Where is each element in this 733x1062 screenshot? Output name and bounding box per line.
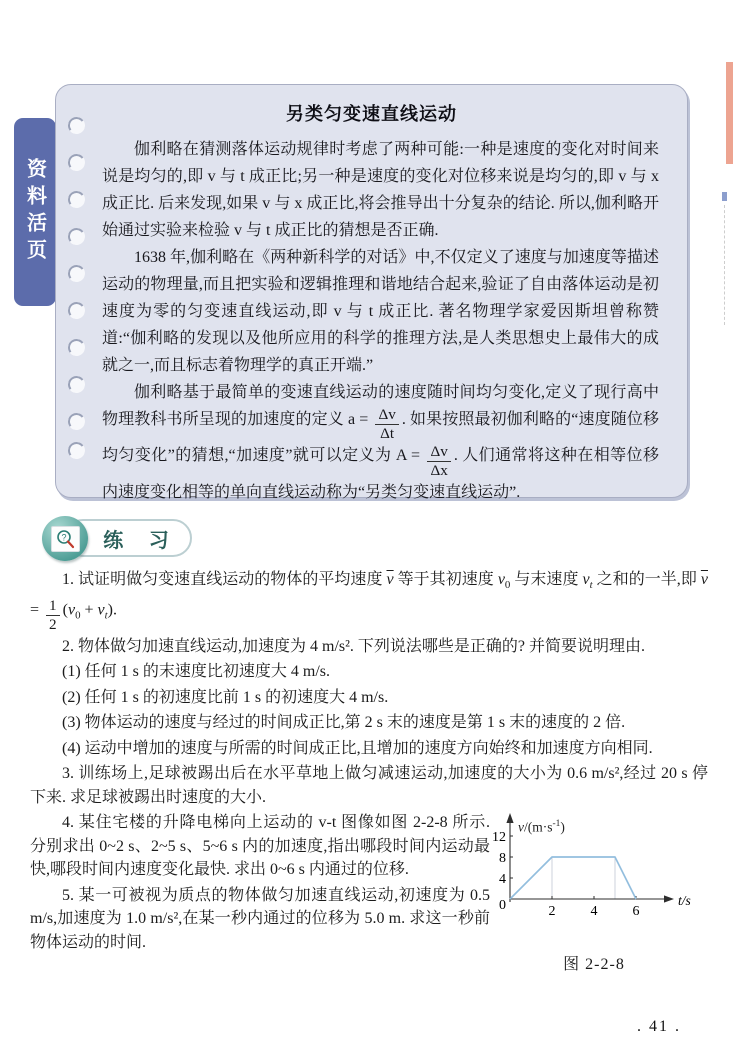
fraction-one-half: $\frac{1}{2}$ xyxy=(46,598,60,633)
scan-watermark xyxy=(724,205,725,325)
svg-text:4: 4 xyxy=(499,872,506,888)
edge-color-bar xyxy=(726,62,733,164)
svg-text:t/s: t/s xyxy=(678,893,691,909)
page-number: . 41 . xyxy=(637,1018,681,1035)
exercise-4: 4. 某住宅楼的升降电梯向上运动的 v-t 图像如图 2-2-8 所示. 分别求出 0~2 s、2~5 s、5~6 s 内的加速度,指出哪段时间内运动最快,哪段时间内速度变化最快. 求出 0~6 s 内通过的位移. xyxy=(30,814,490,879)
svg-text:0: 0 xyxy=(499,898,506,914)
side-tab-label: 资料活页 xyxy=(23,158,46,266)
panel-title: 另类匀变速直线运动 xyxy=(286,104,457,124)
figure-2-2-8 xyxy=(494,811,708,976)
svg-text:6: 6 xyxy=(632,904,640,920)
looseleaf-panel xyxy=(55,84,688,501)
edge-blue-mark xyxy=(722,192,727,201)
svg-text:12: 12 xyxy=(492,830,506,846)
magnifier-icon xyxy=(51,526,80,552)
figure-caption: 图 2-2-8 xyxy=(563,955,625,973)
panel-paragraph-3: 伽利略基于最简单的变速直线运动的速度随时间均匀变化,定义了现行高中物理教科书所呈现的加速度的定义 a = $\frac{\Delta v}{\Delta t}$ . 如果按照最初伽利略的“速度随位移均匀变化”的猜想,“加速度”就可以定义为 A = $\frac{\Delta v}{\Delta x}$ . 人们通常将这种在相等位移内速度变化相等的单向直线运动称为“另类匀变速直线运动”. xyxy=(102,384,659,501)
panel-paragraph-2: 1638 年,伽利略在《两种新科学的对话》中,不仅定义了速度与加速度等描述运动的物理量,而且把实验和逻辑推理和谐地结合起来,验证了自由落体运动是初速度为零的匀变速直线运动,即 v 与 t 成正比. 著名物理学家爱因斯坦曾称赞道:“伽利略的发现以及他所应用的科学的推理方法,是人类思想史上最伟大的成就之一,而且标志着物理学的真正开端.” xyxy=(102,249,659,374)
exercise-1: 1. 试证明做匀变速直线运动的物体的平均速度 $\overline{v}$ 等于其初速度 $v_0$ 与末速度 $v_t$ 之和的一半,即 $\overline{v}$ = $\frac{1}{2}$ $(v_0 + v_t)$. xyxy=(30,571,708,633)
svg-text:4: 4 xyxy=(590,904,598,920)
fraction-dv-dx: $\frac{\Delta v}{\Delta x}$ xyxy=(427,444,450,479)
exercise-2-item-4: (4) 运动中增加的速度与所需的时间成正比,且增加的速度方向始终和加速度方向相同. xyxy=(62,739,653,757)
svg-text:?: ? xyxy=(61,532,67,542)
fraction-dv-dt: $\frac{\Delta v}{\Delta t}$ xyxy=(375,407,398,442)
panel-paragraph-1: 伽利略在猜测落体运动规律时考虑了两种可能:一种是速度的变化对时间来说是均匀的,即 v 与 t 成正比;另一种是速度的变化对位移来说是均匀的,即 v 与 x 成正比. 后来发现,如果 v 与 x 成正比,将会推导出十分复杂的结论. 所以,伽利略开始通过实验来检验 v 与 t 成正比的猜想是否正确. xyxy=(102,141,659,239)
exercises-section xyxy=(30,568,708,976)
exercise-2-intro: 2. 物体做匀加速直线运动,加速度为 4 m/s². 下列说法哪些是正确的? 并简要说明理由. xyxy=(62,637,646,655)
exercise-3: 3. 训练场上,足球被踢出后在水平草地上做匀减速运动,加速度的大小为 0.6 m/s²,经过 20 s 停下来. 求足球被踢出时速度的大小. xyxy=(30,765,708,806)
svg-text:8: 8 xyxy=(499,851,506,867)
exercise-2-item-1: (1) 任何 1 s 的末速度比初速度大 4 m/s. xyxy=(62,663,331,681)
vt-graph-ylabel: $v/(m\cdot s^{-1})$ xyxy=(518,819,565,835)
practice-label: 练 习 xyxy=(103,529,179,552)
practice-circle xyxy=(42,516,88,561)
svg-text:2: 2 xyxy=(548,904,556,920)
exercise-2-item-2: (2) 任何 1 s 的初速度比前 1 s 的初速度大 4 m/s. xyxy=(62,688,389,706)
exercise-2-item-3: (3) 物体运动的速度与经过的时间成正比,第 2 s 末的速度是第 1 s 末的速度的 2 倍. xyxy=(62,714,626,732)
side-tab-material-page[interactable] xyxy=(14,118,56,306)
exercise-4-5-column xyxy=(30,811,490,976)
exercise-5: 5. 某一可被视为质点的物体做匀加速直线运动,初速度为 0.5 m/s,加速度为 1.0 m/s²,在某一秒内通过的位移为 5.0 m. 求这一秒前物体运动的时间. xyxy=(30,886,490,951)
